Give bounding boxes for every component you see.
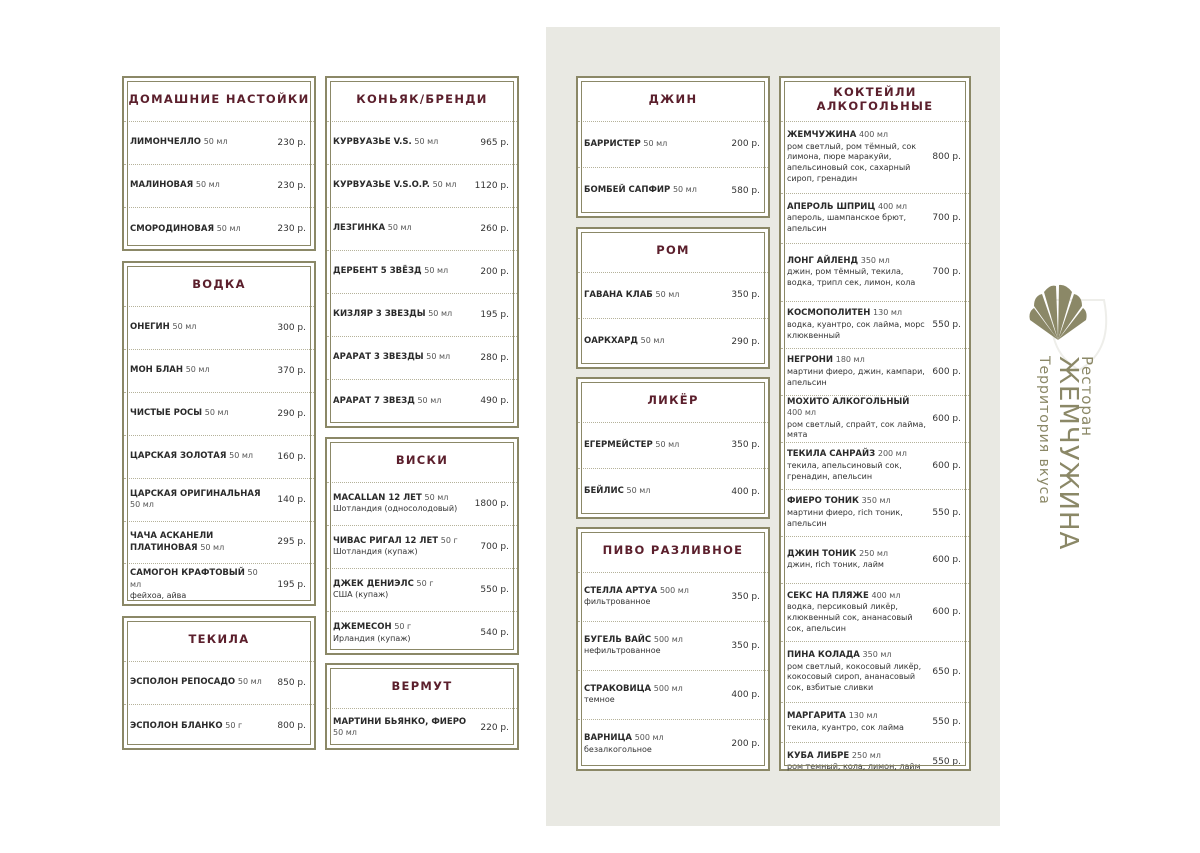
menu-item	[327, 380, 517, 423]
menu-item-info	[130, 408, 277, 419]
menu-item	[578, 168, 768, 214]
menu-item-price: 370 р.	[277, 365, 306, 376]
menu-item-info	[787, 650, 932, 694]
menu-item-name: ЦАРСКАЯ ЗОЛОТАЯ	[130, 451, 227, 462]
menu-item-name: ДЖЕМЕСОН	[333, 622, 392, 633]
menu-item-info	[333, 717, 480, 740]
menu-item-price: 280 р.	[480, 352, 509, 363]
menu-item-description: мартини фиеро, джин, кампари, апельсин	[787, 366, 925, 387]
menu-item-volume: 50 г	[225, 720, 243, 730]
brand-slogan: Территория вкуса	[1036, 356, 1052, 505]
menu-item-volume: 50 мл	[424, 266, 449, 276]
menu-item	[327, 526, 517, 569]
menu-item-price: 350 р.	[731, 591, 760, 602]
menu-item-name: СЕКС НА ПЛЯЖЕ	[787, 590, 869, 601]
menu-item-info	[787, 130, 932, 185]
menu-item-description: Шотландия (односолодовый)	[333, 504, 458, 514]
menu-item-price: 700 р.	[932, 213, 961, 224]
menu-item-volume: 50 мл	[200, 542, 225, 552]
menu-item-name: КУРВУАЗЬЕ V.S.O.P.	[333, 180, 430, 191]
menu-item-info	[130, 451, 277, 462]
menu-item-volume: 500 мл	[653, 683, 683, 693]
menu-item-description: текила, апельсиновый сок, гренадин, апельсин	[787, 460, 902, 481]
menu-item-price: 965 р.	[480, 137, 509, 148]
menu-item-price: 850 р.	[277, 677, 306, 688]
menu-item-info	[584, 733, 731, 755]
section-title: ВОДКА	[124, 263, 314, 307]
menu-item-description: ром светлый, спрайт, сок лайма, мята	[787, 419, 926, 440]
menu-item-info	[333, 223, 480, 234]
menu-item-volume: 50 мл	[204, 408, 229, 418]
menu-item-name: САМОГОН КРАФТОВЫЙ	[130, 568, 245, 579]
menu-item-description: Шотландия (купаж)	[333, 547, 418, 557]
menu-item-info	[130, 568, 277, 602]
menu-item-name: ОАРКХАРД	[584, 336, 638, 347]
menu-item-info	[787, 355, 932, 388]
menu-item-price: 290 р.	[277, 408, 306, 419]
menu-item-volume: 50 мл	[655, 439, 680, 449]
section-kokteyli	[779, 76, 971, 771]
menu-item-name: ЛЕЗГИНКА	[333, 223, 386, 234]
menu-item-price: 1120 р.	[474, 180, 509, 191]
menu-item-price: 550 р.	[480, 584, 509, 595]
menu-item-price: 230 р.	[277, 137, 306, 148]
menu-item-price: 200 р.	[731, 139, 760, 150]
menu-item-name: СТРАКОВИЦА	[584, 683, 652, 694]
menu-item	[578, 469, 768, 515]
menu-item	[327, 483, 517, 526]
menu-item-volume: 500 мл	[659, 585, 689, 595]
section-dzhin	[576, 76, 770, 218]
menu-item-volume: 50 мл	[428, 309, 453, 319]
menu-item-info	[333, 396, 480, 407]
menu-item-volume: 400 мл	[859, 130, 888, 140]
menu-item-name: ДЕРБЕНТ 5 ЗВЁЗД	[333, 266, 422, 277]
menu-item-price: 350 р.	[731, 290, 760, 301]
menu-item	[124, 165, 314, 208]
menu-item	[124, 208, 314, 251]
menu-item-price: 600 р.	[932, 554, 961, 565]
menu-item-info	[333, 536, 480, 558]
menu-item-price: 400 р.	[731, 486, 760, 497]
menu-item-description: мартини фиеро, rich тоник, апельсин	[787, 507, 903, 528]
menu-item-description: фейхоа, айва	[130, 591, 187, 601]
menu-item	[124, 564, 314, 606]
menu-item-volume: 50 мл	[203, 137, 228, 147]
menu-item-price: 230 р.	[277, 224, 306, 235]
menu-item-info	[130, 180, 277, 191]
menu-item-name: МАРГАРИТА	[787, 711, 846, 722]
menu-item-name: БОМБЕЙ САПФИР	[584, 185, 671, 196]
menu-item-info	[584, 139, 731, 150]
menu-item-price: 600 р.	[932, 366, 961, 377]
menu-item-volume: 500 мл	[634, 733, 664, 743]
menu-item-name: СТЕЛЛА АРТУА	[584, 585, 658, 596]
menu-item-info	[130, 224, 277, 235]
menu-item-description: водка, персиковый ликёр, клюквенный сок, ананасовый сок, апельсин	[787, 602, 913, 633]
menu-item	[327, 337, 517, 380]
section-nastoyki	[122, 76, 316, 251]
section-pivo	[576, 527, 770, 771]
menu-item-name: ЭСПОЛОН БЛАНКО	[130, 720, 223, 731]
menu-item-name: ЕГЕРМЕЙСТЕР	[584, 439, 653, 450]
menu-item-description: текила, куантро, сок лайма	[787, 722, 904, 732]
menu-item-volume: 50 мл	[424, 492, 449, 502]
menu-item-info	[333, 180, 475, 191]
menu-item-info	[787, 449, 932, 482]
wine-glasses-decoration	[1004, 0, 1200, 853]
menu-item-info	[584, 586, 731, 608]
menu-item-volume: 250 мл	[851, 750, 881, 760]
menu-item-name: БУГЕЛЬ ВАЙС	[584, 634, 652, 645]
menu-item	[578, 622, 768, 671]
menu-item	[781, 122, 969, 194]
menu-item	[327, 709, 517, 747]
menu-item-price: 1800 р.	[474, 498, 509, 509]
menu-item-name: ДЖИН ТОНИК	[787, 548, 857, 559]
menu-item-price: 200 р.	[480, 266, 509, 277]
menu-item	[327, 165, 517, 208]
menu-item-info	[584, 336, 731, 347]
menu-item-volume: 50 мл	[195, 180, 220, 190]
menu-item	[327, 569, 517, 612]
menu-item	[781, 642, 969, 703]
menu-item-volume: 250 мл	[859, 548, 889, 558]
menu-item-info	[787, 496, 932, 529]
menu-item-name: ЭСПОЛОН РЕПОСАДО	[130, 677, 236, 688]
section-title: ДЖИН	[578, 78, 768, 122]
menu-item-price: 220 р.	[480, 722, 509, 733]
menu-item-price: 300 р.	[277, 322, 306, 333]
menu-item-name: БАРРИСТЕР	[584, 138, 641, 149]
menu-item-volume: 50 мл	[655, 289, 680, 299]
menu-item-volume: 500 мл	[653, 634, 683, 644]
menu-item-volume: 350 мл	[861, 496, 891, 506]
menu-item	[578, 122, 768, 168]
menu-item-price: 550 р.	[932, 717, 961, 728]
menu-item	[327, 251, 517, 294]
menu-item-name: КОСМОПОЛИТЕН	[787, 308, 871, 319]
menu-item-volume: 50 мл	[414, 137, 439, 147]
menu-item-price: 295 р.	[277, 537, 306, 548]
menu-item-name: ЧИСТЫЕ РОСЫ	[130, 408, 203, 419]
menu-item-name: ВАРНИЦА	[584, 733, 632, 744]
section-title: ДОМАШНИЕ НАСТОЙКИ	[124, 78, 314, 122]
menu-item-info	[333, 309, 480, 320]
menu-item-info	[584, 635, 731, 657]
section-liker	[576, 377, 770, 519]
menu-item-price: 260 р.	[480, 223, 509, 234]
menu-item-info	[787, 308, 932, 341]
menu-item	[124, 522, 314, 564]
menu-item-volume: 50 мл	[672, 185, 697, 195]
menu-item-volume: 50 мл	[426, 352, 451, 362]
menu-item-description: джин, ром тёмный, текила, водка, трипл сек, лимон, кола	[787, 267, 916, 288]
menu-item-info	[333, 352, 480, 363]
menu-item-info	[787, 549, 932, 571]
section-vermut	[325, 663, 519, 750]
menu-item-info	[130, 365, 277, 376]
menu-item	[124, 479, 314, 522]
menu-item-name: БЕЙЛИС	[584, 486, 624, 497]
menu-item-price: 800 р.	[932, 152, 961, 163]
section-viski	[325, 437, 519, 655]
menu-item-name: ЛОНГ АЙЛЕНД	[787, 255, 859, 266]
menu-item-info	[333, 493, 475, 515]
menu-item-name: КУБА ЛИБРЕ	[787, 750, 850, 761]
menu-item-volume: 400 мл	[871, 590, 901, 600]
menu-item-info	[584, 684, 731, 706]
menu-item-volume: 50 мл	[216, 223, 241, 233]
menu-item	[124, 122, 314, 165]
menu-item-volume: 50 мл	[130, 500, 154, 509]
menu-item-price: 580 р.	[731, 185, 760, 196]
menu-item-info	[584, 440, 731, 451]
menu-item-description: джин, rich тоник, лайм	[787, 560, 884, 570]
menu-item	[124, 436, 314, 479]
menu-item-price: 490 р.	[480, 396, 509, 407]
menu-item	[781, 244, 969, 302]
menu-item-volume: 50 мл	[185, 365, 210, 375]
menu-item-price: 600 р.	[932, 607, 961, 618]
menu-item-name: КИЗЛЯР 3 ЗВЕЗДЫ	[333, 309, 426, 320]
menu-item-description: ром темный, кола, лимон, лайм	[787, 762, 921, 772]
menu-item	[781, 743, 969, 781]
menu-item-volume: 50 г	[416, 578, 434, 588]
menu-item-price: 550 р.	[932, 507, 961, 518]
menu-item	[327, 294, 517, 337]
menu-item-price: 550 р.	[932, 319, 961, 330]
menu-item	[781, 302, 969, 349]
menu-item-volume: 50 мл	[640, 336, 665, 346]
menu-item-info	[333, 137, 480, 148]
menu-item-volume: 50 мл	[333, 728, 357, 737]
menu-item	[781, 349, 969, 396]
menu-item-name: АРАРАТ 3 ЗВЕЗДЫ	[333, 352, 424, 363]
menu-item	[578, 671, 768, 720]
menu-item-price: 700 р.	[932, 267, 961, 278]
menu-item-volume: 50 мл	[387, 223, 412, 233]
menu-item-name: ЛИМОНЧЕЛЛО	[130, 137, 201, 148]
menu-item-volume: 180 мл	[835, 355, 865, 365]
menu-item-price: 540 р.	[480, 628, 509, 639]
menu-item	[781, 537, 969, 584]
menu-item	[781, 584, 969, 642]
menu-item-name: МАРТИНИ БЬЯНКО, ФИЕРО	[333, 716, 467, 727]
menu-item-price: 400 р.	[731, 689, 760, 700]
menu-item-price: 195 р.	[480, 309, 509, 320]
menu-item-price: 600 р.	[932, 413, 961, 424]
menu-item-info	[130, 531, 277, 554]
menu-item-price: 600 р.	[932, 460, 961, 471]
menu-item	[578, 720, 768, 769]
menu-item-info	[333, 266, 480, 277]
menu-item-price: 140 р.	[277, 494, 306, 505]
menu-item-info	[787, 202, 932, 235]
menu-item-volume: 50 мл	[626, 486, 651, 496]
brand-name: ЖЕМЧУЖИНА	[1053, 356, 1083, 551]
menu-item-name: ГАВАНА КЛАБ	[584, 289, 653, 300]
section-vodka	[122, 261, 316, 606]
menu-item-info	[130, 137, 277, 148]
menu-item-description: безалкогольное	[584, 744, 652, 754]
menu-item-volume: 350 мл	[860, 255, 890, 265]
menu-item-name: ЧАЧА АСКАНЕЛИ ПЛАТИНОВАЯ	[130, 531, 214, 553]
menu-item-name: ПИНА КОЛАДА	[787, 650, 860, 661]
menu-item-volume: 130 мл	[873, 308, 902, 318]
section-title: ТЕКИЛА	[124, 618, 314, 662]
menu-item-name: АРАРАТ 7 ЗВЕЗД	[333, 395, 415, 406]
menu-item-volume: 50 мл	[432, 180, 457, 190]
menu-item-description: нефильтрованное	[584, 646, 661, 656]
menu-item	[327, 122, 517, 165]
menu-item-info	[333, 579, 480, 601]
menu-item-name: ТЕКИЛА САНРАЙЗ	[787, 449, 876, 460]
menu-item-price: 200 р.	[731, 739, 760, 750]
section-title: КОНЬЯК/БРЕНДИ	[327, 78, 517, 122]
section-title: ЛИКЁР	[578, 379, 768, 423]
menu-item-info	[584, 290, 731, 301]
menu-item-volume: 50 г	[440, 535, 458, 545]
brand-word-restaurant: Ресторан	[1078, 356, 1096, 437]
menu-item-name: ДЖЕК ДЕНИЭЛС	[333, 578, 414, 589]
menu-item-name: МОН БЛАН	[130, 365, 183, 376]
menu-item	[124, 307, 314, 350]
menu-item-description: ром светлый, кокосовый ликёр, кокосовый сироп, ананасовый сок, взбитые сливки	[787, 661, 922, 693]
menu-item	[578, 319, 768, 365]
menu-item-price: 160 р.	[277, 451, 306, 462]
menu-item-info	[333, 622, 480, 644]
brand-vertical-text	[1036, 356, 1096, 566]
menu-item-price: 290 р.	[731, 336, 760, 347]
menu-item-volume: 200 мл	[877, 449, 907, 459]
menu-item-description: темное	[584, 695, 615, 705]
menu-item-info	[130, 489, 277, 512]
menu-item-name: МОХИТО АЛКОГОЛЬНЫЙ	[787, 396, 910, 407]
menu-item-description: фильтрованное	[584, 597, 651, 607]
menu-item	[578, 273, 768, 319]
menu-item-price: 195 р.	[277, 579, 306, 590]
menu-item-price: 650 р.	[932, 666, 961, 677]
menu-item-price: 700 р.	[480, 541, 509, 552]
menu-item-name: МАЛИНОВАЯ	[130, 180, 194, 191]
menu-item	[124, 393, 314, 436]
menu-item-info	[130, 677, 277, 688]
menu-item-description: Ирландия (купаж)	[333, 633, 411, 643]
menu-item-price: 350 р.	[731, 440, 760, 451]
menu-item	[781, 194, 969, 244]
menu-item-volume: 50 мл	[229, 451, 254, 461]
menu-item-price: 800 р.	[277, 721, 306, 732]
menu-item-info	[130, 721, 277, 732]
menu-item-volume: 400 мл	[787, 408, 816, 418]
menu-item-volume: 130 мл	[848, 711, 878, 721]
menu-item-name: АПЕРОЛЬ ШПРИЦ	[787, 201, 876, 212]
menu-item-volume: 50 г	[394, 622, 412, 632]
menu-item-name: НЕГРОНИ	[787, 355, 834, 366]
menu-item	[124, 662, 314, 705]
menu-item	[327, 612, 517, 655]
section-title: КОКТЕЙЛИ АЛКОГОЛЬНЫЕ	[781, 78, 969, 122]
shell-icon	[1026, 280, 1090, 344]
menu-item-description: апероль, шампанское брют, апельсин	[787, 213, 907, 234]
menu-item-info	[787, 397, 932, 442]
menu-item-name: ФИЕРО ТОНИК	[787, 496, 859, 507]
menu-item-info	[787, 711, 932, 733]
menu-item-name: ОНЕГИН	[130, 322, 170, 333]
menu-item	[781, 443, 969, 490]
menu-item-volume: 50 мл	[172, 322, 197, 332]
menu-item-name: ЧИВАС РИГАЛ 12 ЛЕТ	[333, 535, 439, 546]
section-title: РОМ	[578, 229, 768, 273]
section-tekila	[122, 616, 316, 750]
menu-item-volume: 50 мл	[643, 138, 668, 148]
menu-item-price: 230 р.	[277, 180, 306, 191]
menu-item-description: ром светлый, ром тёмный, сок лимона, пюре маракуйи, апельсиновый сок, сахарный сироп, гренадин	[787, 141, 917, 184]
menu-item-volume: 50 мл	[417, 395, 442, 405]
menu-item-price: 350 р.	[731, 640, 760, 651]
menu-item-volume: 350 мл	[862, 650, 892, 660]
menu-item-name: КУРВУАЗЬЕ V.S.	[333, 137, 412, 148]
menu-item-volume: 50 мл	[237, 677, 262, 687]
menu-item-info	[787, 591, 932, 635]
menu-item-description: водка, куантро, сок лайма, морс клюквенный	[787, 319, 925, 340]
menu-item-info	[787, 256, 932, 289]
section-konyak	[325, 76, 519, 428]
menu-item-price: 550 р.	[932, 756, 961, 767]
menu-item-volume: 50 мл	[130, 568, 258, 589]
menu-item-name: ЦАРСКАЯ ОРИГИНАЛЬНАЯ	[130, 488, 261, 499]
menu-item-info	[584, 185, 731, 196]
section-rom	[576, 227, 770, 369]
menu-item	[781, 703, 969, 743]
menu-item-name: MACALLAN 12 ЛЕТ	[333, 492, 422, 503]
menu-item-info	[787, 751, 932, 773]
menu-item	[124, 350, 314, 393]
menu-item	[124, 705, 314, 748]
section-title: ВИСКИ	[327, 439, 517, 483]
menu-item	[578, 423, 768, 469]
menu-item-name: СМОРОДИНОВАЯ	[130, 223, 215, 234]
menu-item-volume: 400 мл	[878, 201, 907, 211]
menu-item-name: ЖЕМЧУЖИНА	[787, 130, 857, 141]
menu-item-info	[130, 322, 277, 333]
menu-item	[781, 490, 969, 537]
menu-item-description: США (купаж)	[333, 590, 389, 600]
menu-item-info	[584, 486, 731, 497]
menu-item	[781, 396, 969, 443]
menu-item	[578, 573, 768, 622]
section-title: ВЕРМУТ	[327, 665, 517, 709]
section-title: ПИВО РАЗЛИВНОЕ	[578, 529, 768, 573]
menu-item	[327, 208, 517, 251]
